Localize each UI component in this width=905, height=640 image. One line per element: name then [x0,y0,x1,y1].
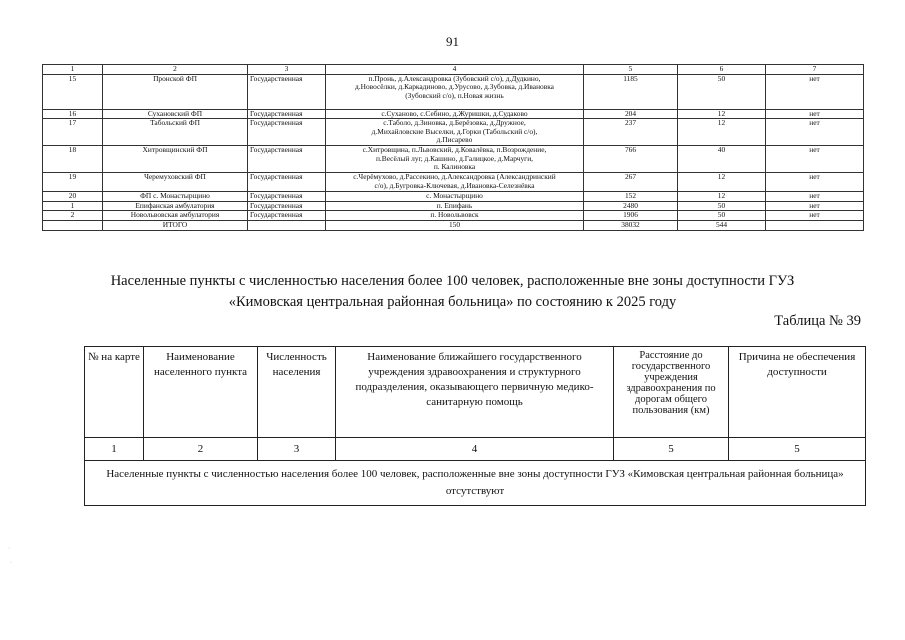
settlement-line: п.Пронь, д.Александровка (Зубовский с/о), д.Дудкино, [368,74,541,83]
settlement-line: с.Хитровщина, п.Львовский, д.Ковалёвка, п.Возрождение, [362,145,547,155]
scan-mark: · [10,560,12,566]
distance: 12 [678,192,766,202]
row-number: 15 [43,74,103,109]
note: нет [766,211,864,221]
column-number: 4 [326,65,584,75]
column-number: 3 [258,438,336,461]
column-number: 6 [678,65,766,75]
facility-row [43,146,864,173]
population: 766 [584,146,678,173]
ownership: Государственная [248,211,326,221]
settlement-line: с.Черёмухово, д.Рассекино, д.Александровка (Александринский [353,172,556,182]
settlement-line: (Зубовский с/о), п.Новая жизнь [405,90,504,100]
note: нет [766,109,864,119]
note: нет [766,201,864,211]
total-spacer [248,220,326,230]
note: нет [766,74,864,109]
settlements [326,74,584,109]
note: нет [766,192,864,202]
facility-row [43,74,864,109]
row-number: 1 [43,201,103,211]
distance: 50 [678,74,766,109]
total-distance: 544 [678,220,766,230]
column-number: 5 [614,438,729,461]
note: нет [766,119,864,146]
distance: 40 [678,146,766,173]
column-number: 2 [144,438,258,461]
settlement-line: с/о), д.Бугровка-Ключевая, д.Ивановка-Селезнёвка [374,180,535,190]
ownership: Государственная [248,201,326,211]
column-number: 4 [336,438,614,461]
row-number: 18 [43,146,103,173]
distance: 50 [678,211,766,221]
facility-row [43,201,864,211]
population: 2480 [584,201,678,211]
column-number: 7 [766,65,864,75]
header-nearest-facility: Наименование ближайшего государственного учреждения здравоохранения и структурного подразделения, оказывающего первичную медико-санитарную помощь [336,347,614,438]
facilities-table-body [43,65,864,231]
note: нет [766,146,864,173]
settlements [326,109,584,119]
settlement-line: п. Новольвовск [430,210,479,220]
facility-name: Табольский ФП [103,119,248,146]
settlement-line: п. Калиновка [433,162,476,172]
column-number: 2 [103,65,248,75]
column-number: 1 [43,65,103,75]
distance: 12 [678,173,766,192]
facility-row [43,109,864,119]
facility-row [43,211,864,221]
settlements [326,119,584,146]
settlements [326,192,584,202]
table-label: Таблица № 39 [774,313,861,329]
facility-row [43,119,864,146]
settlement-line: с.Суханово, с.Себино, д.Журишки, д.Судаково [381,109,528,118]
table-39 [84,346,866,506]
ownership: Государственная [248,74,326,109]
ownership: Государственная [248,192,326,202]
population: 1185 [584,74,678,109]
total-label: ИТОГО [103,220,248,230]
distance: 12 [678,119,766,146]
population: 237 [584,119,678,146]
ownership: Государственная [248,173,326,192]
total-spacer [766,220,864,230]
column-number: 3 [248,65,326,75]
settlement-line: с.Таболо, д.Зиновка, д.Берёзовка, д.Дружное, [383,118,526,128]
ownership: Государственная [248,119,326,146]
section-heading-line1: Населенные пункты с численностью населения более 100 человек, расположенные вне зоны доступности ГУЗ [110,273,795,289]
settlements [326,173,584,192]
settlement-line: д.Михайловские Выселки, д.Горки (Табольский с/о), [371,126,538,136]
population: 267 [584,173,678,192]
facility-name: Новольвовская амбулатория [103,211,248,221]
settlements [326,146,584,173]
settlements [326,201,584,211]
facility-name: Епифанская амбулатория [103,201,248,211]
facility-name: ФП с. Монастырщино [103,192,248,202]
settlement-line: п.Весёлый луг, д.Кашино, д.Галицкое, д.Марчуги, [375,153,534,163]
ownership: Государственная [248,146,326,173]
table-39-number-row [85,438,866,461]
header-population: Численность населения [258,347,336,438]
facility-name: Пронской ФП [103,74,248,109]
population: 152 [584,192,678,202]
facility-row [43,173,864,192]
settlement-line: д.Новосёлки, д.Каркадиново, д.Урусово, д.Зубовка, д.Ивановка [355,82,554,92]
settlements [326,211,584,221]
settlement-line: д.Писарево [436,135,473,145]
settlement-line: с. Монастырщино [426,191,483,201]
facility-name: Хитровщинский ФП [103,146,248,173]
header-reason: Причина не обеспечения доступности [729,347,866,438]
row-number: 16 [43,109,103,119]
facility-name: Сухановский ФП [103,109,248,119]
header-settlement-name: Наименование населенного пункта [144,347,258,438]
row-number: 20 [43,192,103,202]
facilities-table [42,64,864,231]
column-number: 5 [729,438,866,461]
column-number: 1 [85,438,144,461]
row-number: 2 [43,211,103,221]
section-heading-line2: «Кимовская центральная районная больница» по состоянию к 2025 году [228,294,677,310]
table-39-header-row [85,347,866,438]
population: 1906 [584,211,678,221]
total-row [43,220,864,230]
header-map-number: № на карте [85,347,144,438]
ownership: Государственная [248,109,326,119]
column-number: 5 [584,65,678,75]
population: 204 [584,109,678,119]
page-number: 91 [446,34,459,49]
table-39-note: Населенные пункты с численностью населения более 100 человек, расположенные вне зоны доступности ГУЗ «Кимовская центральная районная больница» отсутствуют [85,461,866,506]
row-number: 19 [43,173,103,192]
distance: 12 [678,109,766,119]
total-count: 150 [326,220,584,230]
distance: 50 [678,201,766,211]
facility-name: Черемуховский ФП [103,173,248,192]
note: нет [766,173,864,192]
header-distance: Расстояние до государственного учреждения здравоохранения по дорогам общего пользования (км) [614,347,729,438]
facility-row [43,192,864,202]
settlement-line: п. Епифань [436,201,473,210]
scan-mark: · [8,546,10,552]
column-number-row [43,65,864,75]
table-39-note-row [85,461,866,506]
row-number: 17 [43,119,103,146]
total-spacer [43,220,103,230]
total-population: 38032 [584,220,678,230]
